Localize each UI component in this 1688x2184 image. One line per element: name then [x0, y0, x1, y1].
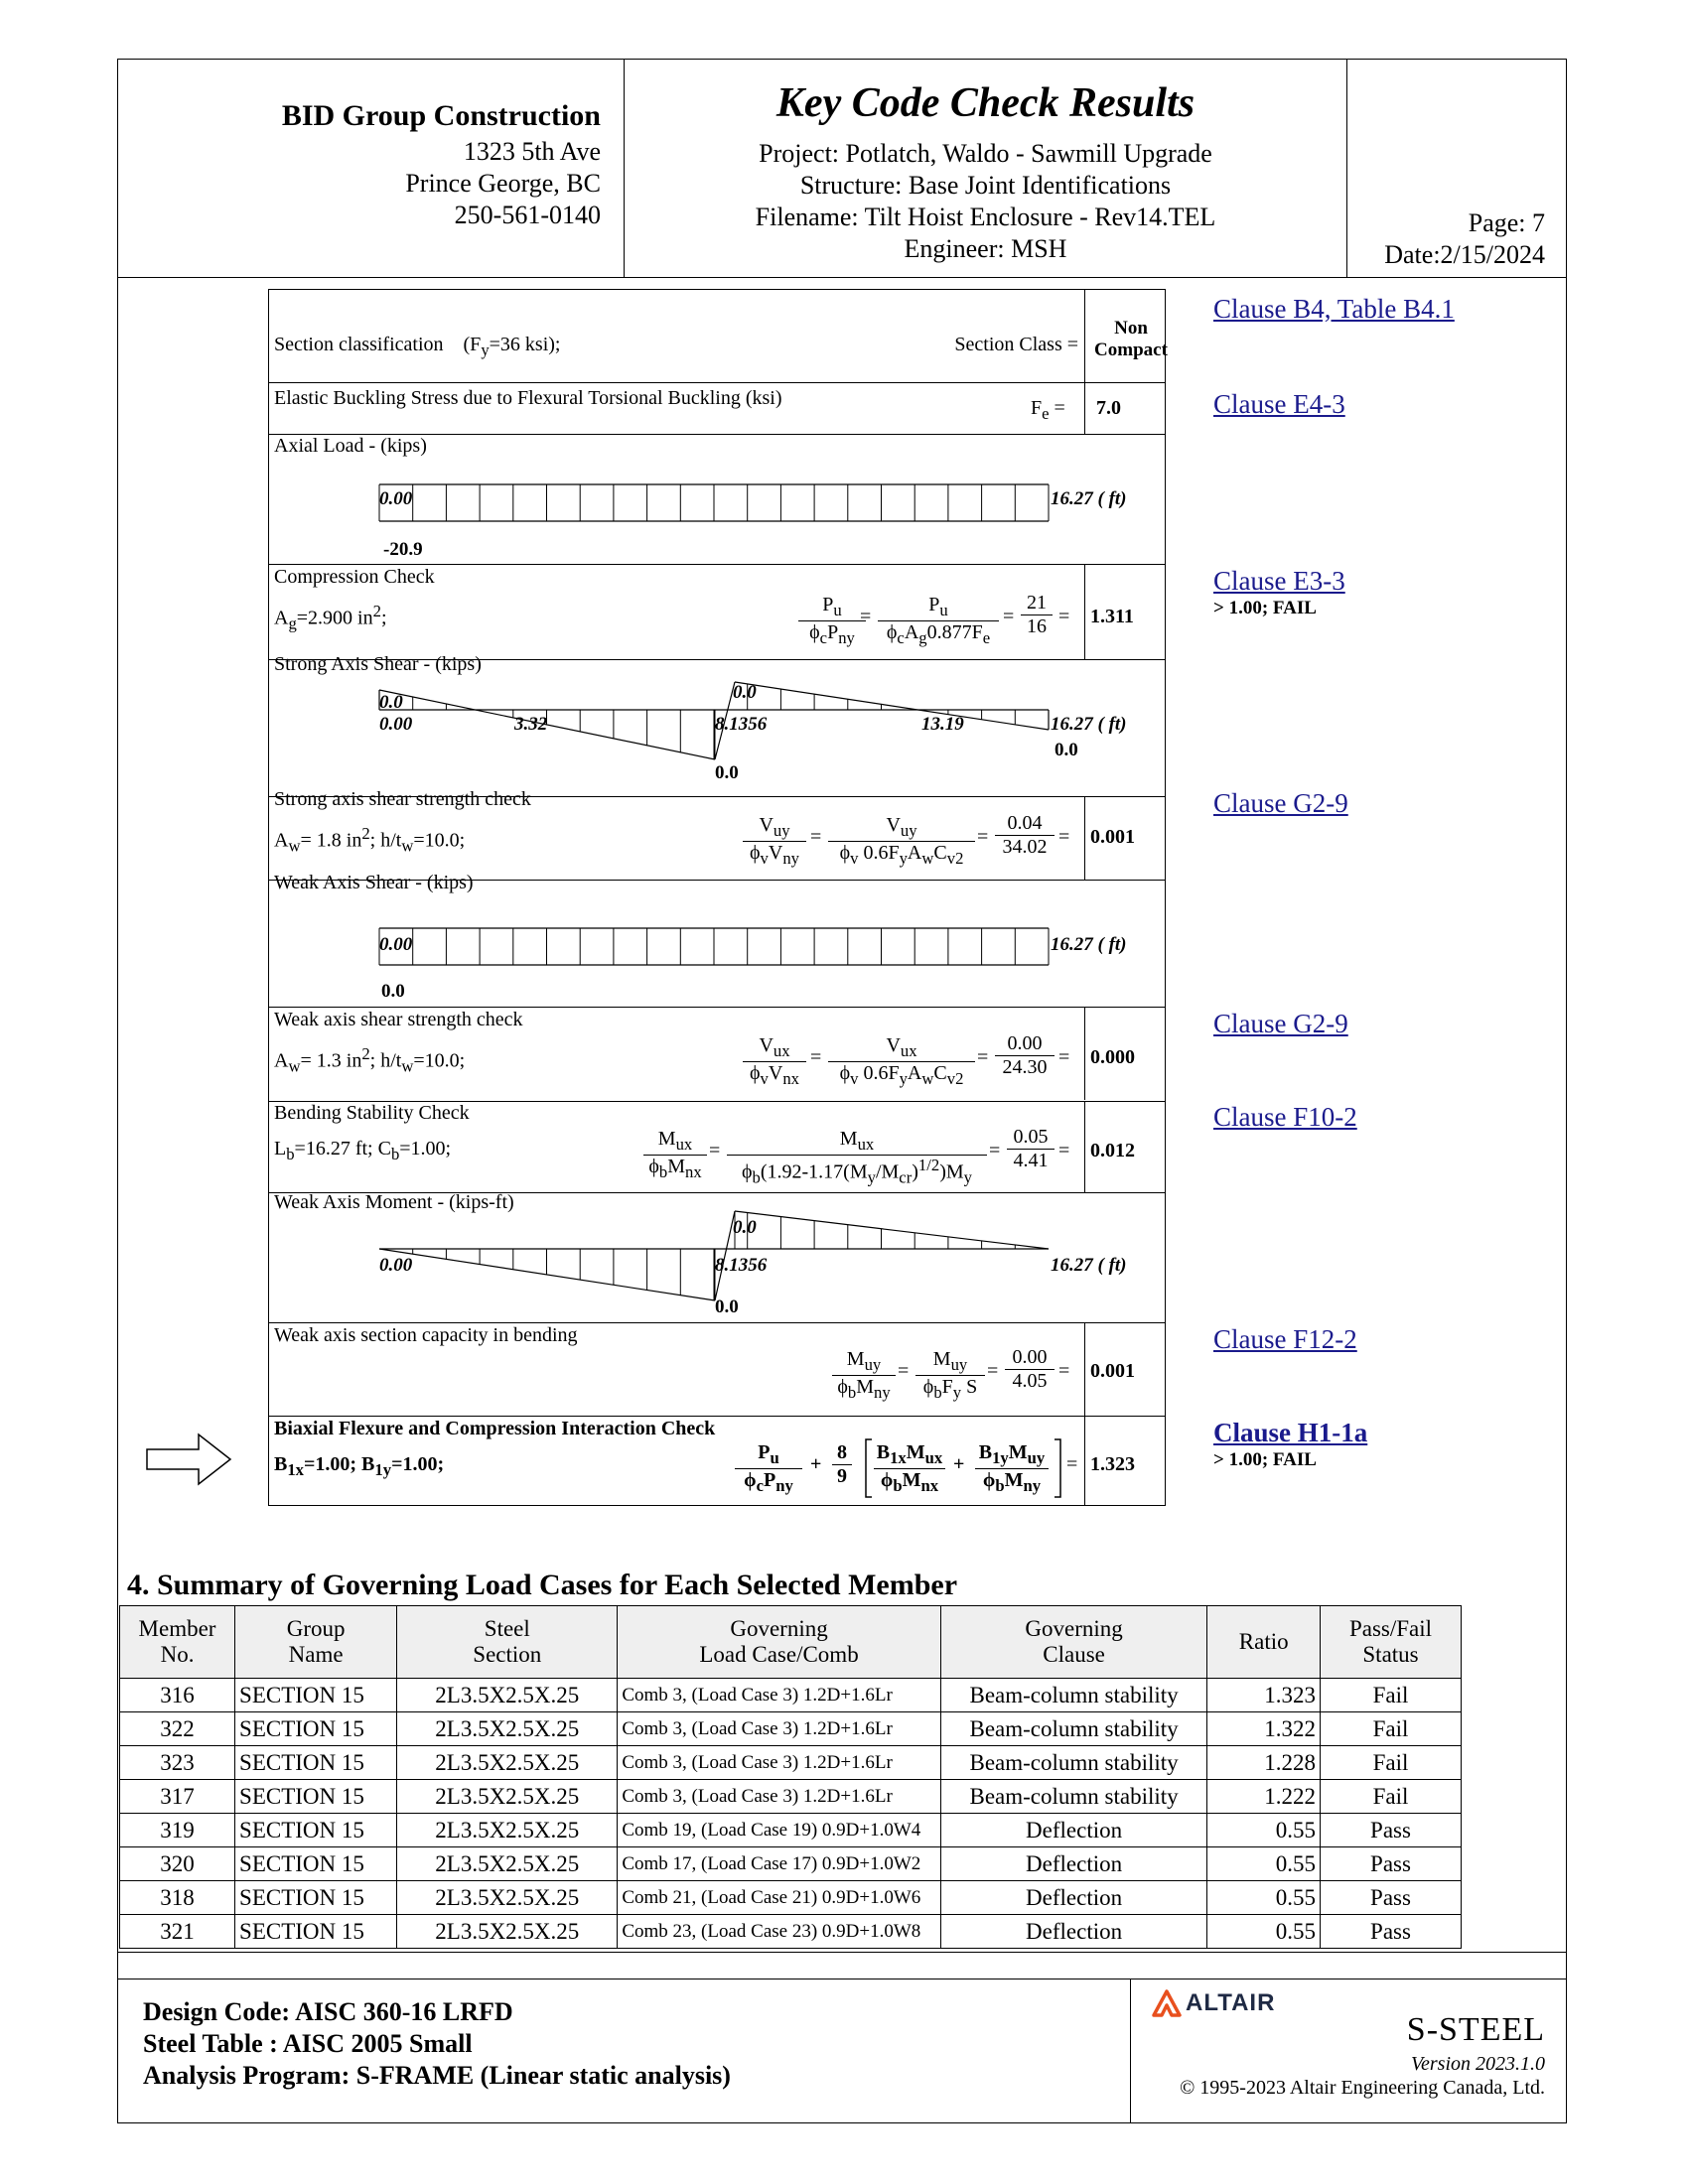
summary-col-header: Group Name [235, 1606, 397, 1679]
table-cell: 0.55 [1207, 1814, 1321, 1847]
axial-grid [379, 484, 1049, 521]
diagram-line [735, 1211, 1049, 1249]
diagram-line [735, 682, 1049, 730]
strong-peak: 0.0 [733, 682, 757, 703]
company-address: 1323 5th Ave [463, 137, 601, 166]
product-name: S-STEEL [1406, 2011, 1545, 2048]
value-col-divider-2 [1084, 564, 1085, 659]
summary-col-header: Steel Section [397, 1606, 618, 1679]
equals-sign: = [1058, 826, 1070, 848]
equals-sign: = [1058, 1046, 1070, 1068]
clause-g2-9-weak-link[interactable]: Clause G2-9 [1213, 1009, 1348, 1038]
table-cell: Comb 19, (Load Case 19) 0.9D+1.0W4 [618, 1814, 940, 1847]
summary-col-header: Member No. [120, 1606, 235, 1679]
elastic-value: 7.0 [1096, 397, 1121, 419]
moment-end: 16.27 ( ft) [1051, 1255, 1127, 1276]
table-row [120, 1780, 1462, 1814]
table-cell: 1.322 [1207, 1712, 1321, 1746]
weak-shear-diagram [268, 881, 1166, 1007]
weak-shear-aw: $A_w= 1.3$ $in^2$; $h/t_w=10.0$; [274, 1044, 466, 1076]
biaxial-fraction-8-9: $\frac{8}{9}$ [832, 1441, 852, 1488]
section-class-label: Section classification ($F_y=36$ ksi); [274, 334, 561, 359]
table-cell: Comb 3, (Load Case 3) 1.2D+1.6Lr [618, 1679, 940, 1712]
table-row [120, 1881, 1462, 1915]
table-cell: Comb 3, (Load Case 3) 1.2D+1.6Lr [618, 1780, 940, 1814]
compression-fraction-3: $\frac{21}{16}$ [1021, 592, 1053, 638]
summary-header-row [120, 1606, 1462, 1679]
equals-sign: = [810, 826, 822, 848]
project-line: Project: Potlatch, Waldo - Sawmill Upgrade [759, 139, 1212, 168]
table-cell: Comb 21, (Load Case 21) 0.9D+1.0W6 [618, 1881, 940, 1915]
summary-col-header: Pass/Fail Status [1321, 1606, 1462, 1679]
steel-table: Steel Table : AISC 2005 Small [143, 2029, 473, 2058]
table-cell: SECTION 15 [235, 1814, 397, 1847]
bending-lb: $L_b=16.27$ ft; $C_b=1.00$; [274, 1138, 452, 1163]
strong-tick-1: 3.32 [514, 714, 548, 735]
compression-fraction-1: $P_u$ $\phi_cP_{ny}$ [798, 594, 866, 648]
company-city: Prince George, BC [405, 169, 601, 198]
table-cell: Deflection [940, 1881, 1207, 1915]
equals-sign: = [1003, 606, 1015, 627]
table-cell: 0.55 [1207, 1915, 1321, 1949]
company-phone: 250-561-0140 [454, 201, 601, 229]
clause-b4-link[interactable]: Clause B4, Table B4.1 [1213, 294, 1455, 324]
summary-col-header: Governing Load Case/Comb [618, 1606, 940, 1679]
biaxial-fraction-1: $P_u$ $\phi_cP_{ny}$ [735, 1441, 802, 1496]
header-divider [117, 277, 1567, 278]
table-cell: Deflection [940, 1915, 1207, 1949]
row-divider [268, 564, 1166, 565]
equals-sign: = [898, 1360, 910, 1382]
weak-moment-diagram [268, 1193, 1166, 1322]
clause-e4-link[interactable]: Clause E4-3 [1213, 389, 1345, 419]
equals-sign: = [860, 606, 872, 627]
design-code: Design Code: AISC 360-16 LRFD [143, 1997, 513, 2026]
table-cell: SECTION 15 [235, 1712, 397, 1746]
equals-sign: = [1066, 1453, 1078, 1475]
elastic-symbol: $F_e$ = [1031, 397, 1065, 423]
table-cell: SECTION 15 [235, 1679, 397, 1712]
weak-shear-grid [379, 928, 1049, 965]
value-col-divider-6 [1084, 1322, 1085, 1416]
table-cell: 2L3.5X2.5X.25 [397, 1679, 618, 1712]
weak-bending-label: Weak axis section capacity in bending [274, 1324, 578, 1346]
weak-moment-label: Weak Axis Moment - (kips-ft) [274, 1191, 514, 1213]
analysis-program: Analysis Program: S-FRAME (Linear static analysis) [143, 2061, 731, 2090]
company-name: BID Group Construction [281, 99, 601, 132]
table-cell: 317 [120, 1780, 235, 1814]
table-cell: Deflection [940, 1847, 1207, 1881]
table-cell: Fail [1321, 1679, 1462, 1712]
biaxial-fraction-2: $B_{1x}M_{ux}$ $\phi_bM_{nx}$ [874, 1441, 945, 1496]
table-cell: Beam-column stability [940, 1712, 1207, 1746]
section-class-eq: Section Class = [954, 334, 1078, 355]
table-row [120, 1915, 1462, 1949]
strong-shear-value: 0.001 [1090, 826, 1135, 848]
weak-shear-label: Weak Axis Shear - (kips) [274, 872, 474, 893]
table-row [120, 1679, 1462, 1712]
compression-label: Compression Check [274, 566, 435, 588]
table-cell: 323 [120, 1746, 235, 1780]
table-row [120, 1814, 1462, 1847]
compression-value: 1.311 [1090, 606, 1134, 627]
table-cell: 2L3.5X2.5X.25 [397, 1712, 618, 1746]
bending-fraction-2: $M_{ux}$ $\phi_b(1.92-1.17(M_y/M_{cr})^{1/2})M_y$ [727, 1128, 987, 1188]
product-version: Version 2023.1.0 [1411, 2053, 1545, 2075]
biaxial-b-factors: $B_{1x}=1.00$; $B_{1y}=1.00$; [274, 1453, 445, 1479]
table-cell: Comb 3, (Load Case 3) 1.2D+1.6Lr [618, 1746, 940, 1780]
table-cell: Fail [1321, 1712, 1462, 1746]
moment-start: 0.00 [379, 1255, 413, 1276]
elastic-label: Elastic Buckling Stress due to Flexural Torsional Buckling (ksi) [274, 387, 782, 409]
strong-start: 0.00 [379, 714, 413, 735]
table-cell: 1.222 [1207, 1780, 1321, 1814]
bending-stability-value: 0.012 [1090, 1140, 1135, 1161]
table-cell: 316 [120, 1679, 235, 1712]
axial-load-diagram [268, 437, 1166, 564]
filename-line: Filename: Tilt Hoist Enclosure - Rev14.TEL [755, 203, 1216, 231]
strong-shear-fraction-1: $V_{uy}$ $\phi_vV_{ny}$ [743, 814, 806, 869]
axial-start-label: 0.00 [379, 488, 413, 509]
structure-line: Structure: Base Joint Identifications [799, 171, 1172, 200]
weak-shear-value: 0.000 [1090, 1046, 1135, 1068]
clause-g2-9-strong-link[interactable]: Clause G2-9 [1213, 788, 1348, 818]
table-cell: 318 [120, 1881, 235, 1915]
table-cell: Beam-column stability [940, 1679, 1207, 1712]
bending-fraction-3: $\frac{0.05}{4.41}$ [1007, 1126, 1055, 1172]
footer-divider-top [117, 1952, 1567, 1953]
table-row [120, 1847, 1462, 1881]
table-cell: 319 [120, 1814, 235, 1847]
summary-col-header: Ratio [1207, 1606, 1321, 1679]
clause-e3-link[interactable]: Clause E3-3 [1213, 566, 1345, 596]
plus-sign: + [810, 1453, 822, 1475]
strong-shear-label: Strong Axis Shear - (kips) [274, 653, 482, 675]
table-cell: Pass [1321, 1847, 1462, 1881]
equals-sign: = [810, 1046, 822, 1068]
table-cell: Fail [1321, 1746, 1462, 1780]
table-cell: Comb 3, (Load Case 3) 1.2D+1.6Lr [618, 1712, 940, 1746]
equals-sign: = [1058, 1140, 1070, 1161]
strong-shear-fraction-3: $\frac{0.04}{34.02}$ [995, 812, 1055, 859]
weak-moment-grid [379, 1211, 1049, 1300]
summary-table-body [120, 1679, 1462, 1949]
page-title: Key Code Check Results [775, 80, 1196, 126]
value-col-divider-1 [1084, 289, 1085, 434]
table-cell: 0.55 [1207, 1847, 1321, 1881]
report-date: Date:2/15/2024 [1384, 240, 1545, 269]
table-cell: 2L3.5X2.5X.25 [397, 1814, 618, 1847]
table-cell: Fail [1321, 1780, 1462, 1814]
strong-tick-3: 13.19 [921, 714, 964, 735]
strong-shear-check-label: Strong axis shear strength check [274, 788, 531, 810]
axial-label: Axial Load - (kips) [274, 435, 427, 457]
weak-bending-fraction-1: $M_{uy}$ $\phi_bM_{ny}$ [832, 1348, 896, 1403]
table-cell: Beam-column stability [940, 1746, 1207, 1780]
weak-shear-fraction-3: $\frac{0.00}{24.30}$ [995, 1032, 1055, 1079]
table-cell: 322 [120, 1712, 235, 1746]
value-col-divider-7 [1084, 1416, 1085, 1506]
weak-shear-fraction-1: $V_{ux}$ $\phi_vV_{nx}$ [743, 1034, 806, 1089]
bending-stability-label: Bending Stability Check [274, 1102, 470, 1124]
table-cell: 2L3.5X2.5X.25 [397, 1847, 618, 1881]
table-cell: Deflection [940, 1814, 1207, 1847]
compression-fail-note: > 1.00; FAIL [1213, 598, 1317, 618]
clause-f10-link[interactable]: Clause F10-2 [1213, 1102, 1357, 1132]
weak-shear-fraction-2: $V_{ux}$ $\phi_v$ $0.6F_yA_wC_{v2}$ [828, 1034, 975, 1089]
equals-sign: = [989, 1140, 1001, 1161]
header-col-divider-1 [624, 59, 625, 277]
table-cell: Comb 17, (Load Case 17) 0.9D+1.0W2 [618, 1847, 940, 1881]
arrow-right-icon [145, 1432, 234, 1487]
copyright: © 1995-2023 Altair Engineering Canada, Ltd. [1180, 2077, 1545, 2099]
row-divider [268, 1007, 1166, 1008]
equals-sign: = [977, 1046, 989, 1068]
row-divider [268, 382, 1166, 383]
table-cell: 2L3.5X2.5X.25 [397, 1915, 618, 1949]
table-cell: Pass [1321, 1915, 1462, 1949]
clause-h1-link[interactable]: Clause H1-1a [1213, 1418, 1368, 1447]
weak-shear-start: 0.00 [379, 934, 413, 955]
moment-peak: 0.0 [733, 1217, 757, 1238]
equals-sign: = [987, 1360, 999, 1382]
value-col-divider-4 [1084, 1007, 1085, 1100]
equals-sign: = [1058, 1360, 1070, 1382]
bending-fraction-1: $M_{ux}$ $\phi_bM_{nx}$ [643, 1128, 707, 1182]
footer-col-divider [1130, 1979, 1131, 2123]
table-cell: 1.323 [1207, 1679, 1321, 1712]
moment-bottom: 0.0 [715, 1297, 739, 1317]
table-cell: 1.228 [1207, 1746, 1321, 1780]
biaxial-label: Biaxial Flexure and Compression Interaction Check [274, 1418, 716, 1439]
table-cell: Beam-column stability [940, 1780, 1207, 1814]
biaxial-fraction-3: $B_{1y}M_{uy}$ $\phi_bM_{ny}$ [975, 1441, 1049, 1496]
strong-shear-diagram [268, 660, 1166, 796]
table-cell: 2L3.5X2.5X.25 [397, 1746, 618, 1780]
strong-bottom-right: 0.0 [1055, 740, 1078, 760]
summary-col-header: Governing Clause [940, 1606, 1207, 1679]
biaxial-value: 1.323 [1090, 1453, 1135, 1475]
summary-title: 4. Summary of Governing Load Cases for Each Selected Member [127, 1569, 958, 1601]
page-number: Page: 7 [1468, 208, 1545, 237]
strong-shear-aw: $A_w= 1.8$ $in^2$; $h/t_w=10.0$; [274, 824, 466, 856]
table-cell: 321 [120, 1915, 235, 1949]
table-cell: 2L3.5X2.5X.25 [397, 1780, 618, 1814]
table-cell: SECTION 15 [235, 1746, 397, 1780]
strong-shear-fraction-2: $V_{uy}$ $\phi_v$ $0.6F_yA_wC_{v2}$ [828, 814, 975, 869]
value-col-divider-5 [1084, 1101, 1085, 1192]
engineer-line: Engineer: MSH [904, 234, 1067, 263]
header-col-divider-2 [1346, 59, 1347, 277]
row-divider [268, 1416, 1166, 1417]
axial-end-label: 16.27 ( ft) [1051, 488, 1127, 509]
weak-shear-bottom: 0.0 [381, 981, 405, 1002]
table-row [120, 1746, 1462, 1780]
row-divider [268, 1322, 1166, 1323]
compression-fraction-2: $P_u$ $\phi_cA_g0.877F_e$ [878, 594, 999, 648]
axial-min-label: -20.9 [383, 539, 423, 560]
strong-tick-2: 8.1356 [715, 714, 768, 735]
moment-mid: 8.1356 [715, 1255, 768, 1276]
table-cell: Pass [1321, 1814, 1462, 1847]
table-cell: SECTION 15 [235, 1915, 397, 1949]
table-cell: 320 [120, 1847, 235, 1881]
value-col-divider-3 [1084, 796, 1085, 880]
table-cell: Comb 23, (Load Case 23) 0.9D+1.0W8 [618, 1915, 940, 1949]
weak-bending-value: 0.001 [1090, 1360, 1135, 1382]
equals-sign: = [1058, 606, 1070, 627]
strong-top-left: 0.0 [379, 692, 403, 713]
table-row [120, 1712, 1462, 1746]
table-cell: 2L3.5X2.5X.25 [397, 1881, 618, 1915]
weak-bending-fraction-3: $\frac{0.00}{4.05}$ [1005, 1346, 1055, 1393]
strong-bottom-mid: 0.0 [715, 762, 739, 783]
altair-wordmark: ALTAIR [1186, 1989, 1276, 2016]
clause-f12-link[interactable]: Clause F12-2 [1213, 1324, 1357, 1354]
weak-shear-check-label: Weak axis shear strength check [274, 1009, 523, 1030]
weak-shear-end: 16.27 ( ft) [1051, 934, 1127, 955]
summary-table [119, 1605, 1462, 1949]
strong-end: 16.27 ( ft) [1051, 714, 1127, 735]
weak-bending-fraction-2: $M_{uy}$ $\phi_bF_y$ S [915, 1348, 985, 1403]
biaxial-fail-note: > 1.00; FAIL [1213, 1449, 1317, 1470]
compression-ag: $A_g=2.900$ $in^2$; [274, 602, 387, 633]
table-cell: 0.55 [1207, 1881, 1321, 1915]
equals-sign: = [709, 1140, 721, 1161]
plus-sign: + [953, 1453, 965, 1475]
section-class-value: Non Compact [1094, 318, 1168, 360]
table-cell: SECTION 15 [235, 1847, 397, 1881]
table-cell: SECTION 15 [235, 1881, 397, 1915]
table-cell: Pass [1321, 1881, 1462, 1915]
equals-sign: = [977, 826, 989, 848]
table-cell: SECTION 15 [235, 1780, 397, 1814]
